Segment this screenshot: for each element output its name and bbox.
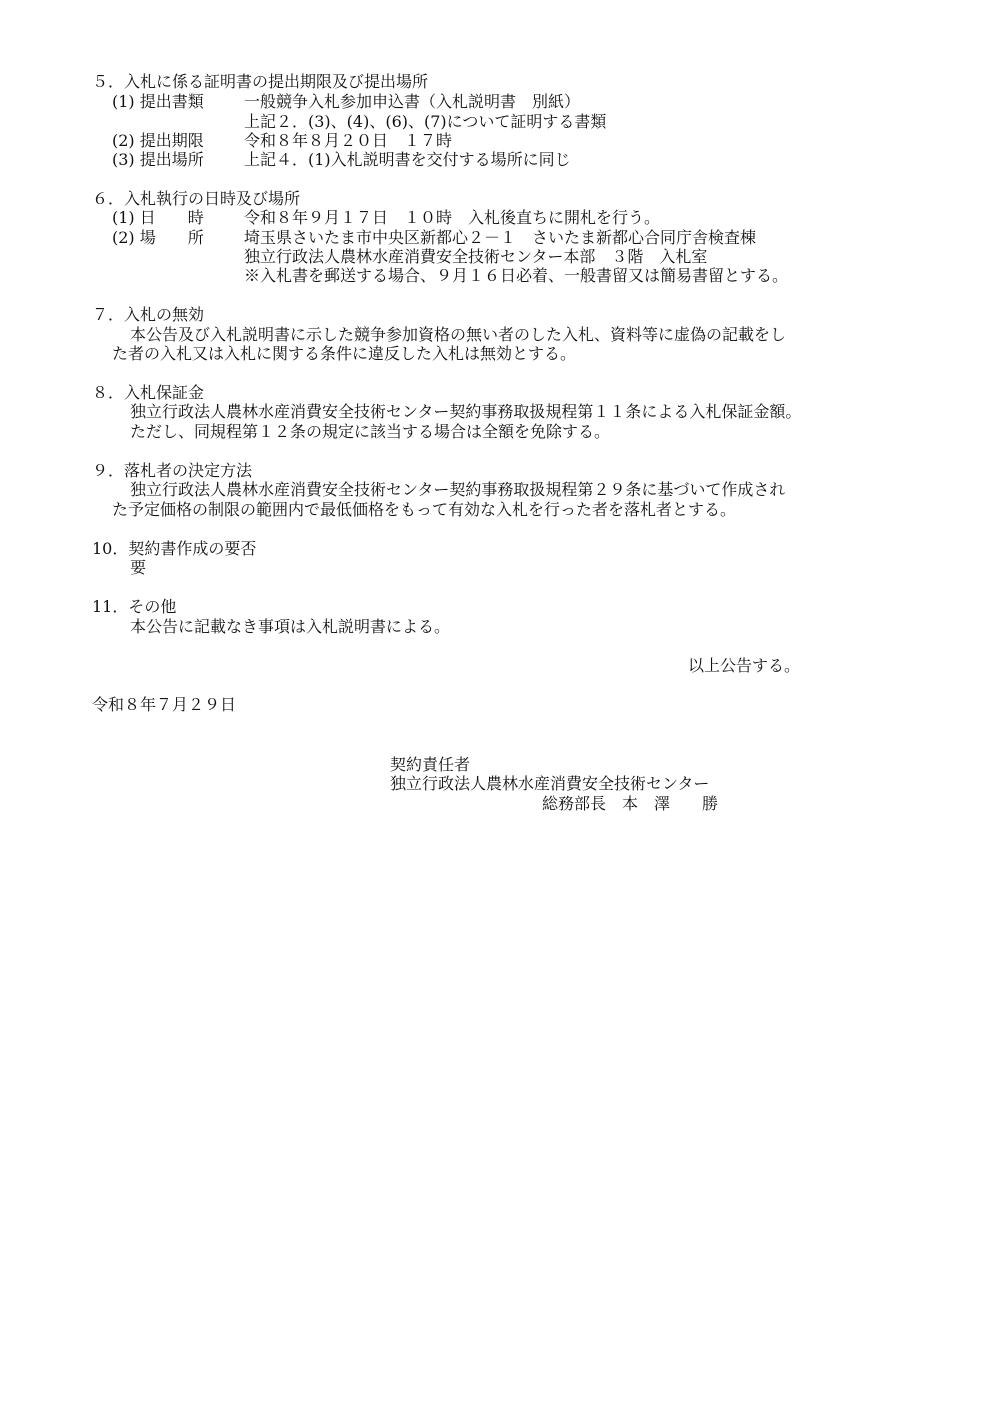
section-10-heading: 10．契約書作成の要否 (92, 539, 257, 558)
section-8-line-2: ただし、同規程第１２条の規定に該当する場合は全額を免除する。 (130, 422, 611, 441)
section-10-line-1: 要 (130, 558, 147, 577)
notice-date: 令和８年７月２９日 (92, 695, 237, 714)
signature-organization: 独立行政法人農林水産消費安全技術センター (390, 774, 710, 793)
section-5-item-2-label: (2) 提出期限 (112, 131, 204, 150)
section-6-heading: ６．入札執行の日時及び場所 (92, 189, 301, 208)
section-5-item-3-line-1: 上記４．(1)入札説明書を交付する場所に同じ (244, 150, 571, 169)
section-11-heading: 11．その他 (92, 597, 177, 616)
section-6-item-2-label: (2) 場 所 (112, 228, 204, 247)
section-11-line-1: 本公告に記載なき事項は入札説明書による。 (130, 617, 451, 636)
section-9-line-1: 独立行政法人農林水産消費安全技術センター契約事務取扱規程第２９条に基づいて作成され (130, 480, 786, 499)
section-8-line-1: 独立行政法人農林水産消費安全技術センター契約事務取扱規程第１１条による入札保証金額。 (130, 402, 802, 421)
section-7-heading: ７．入札の無効 (92, 305, 205, 324)
closing-statement: 以上公告する。 (688, 656, 801, 675)
section-6-item-2-line-3: ※入札書を郵送する場合、９月１６日必着、一般書留又は簡易書留とする。 (244, 266, 789, 285)
section-5-item-3-label: (3) 提出場所 (112, 150, 204, 169)
section-5-item-1-label: (1) 提出書類 (112, 92, 204, 111)
section-6-item-2-line-1: 埼玉県さいたま市中央区新都心２－１ さいたま新都心合同庁舎検査棟 (244, 228, 757, 247)
section-9-heading: ９．落札者の決定方法 (92, 461, 253, 480)
section-5-heading: ５．入札に係る証明書の提出期限及び提出場所 (92, 72, 429, 91)
signature-name: 総務部長 本 澤 勝 (542, 794, 719, 813)
section-8-heading: ８．入札保証金 (92, 383, 205, 402)
section-7-line-1: 本公告及び入札説明書に示した競争参加資格の無い者のした入札、資料等に虚偽の記載をし (130, 325, 787, 344)
section-6-item-1-line-1: 令和８年９月１７日 １０時 入札後直ちに開札を行う。 (244, 208, 661, 227)
section-6-item-2-line-2: 独立行政法人農林水産消費安全技術センター本部 ３階 入札室 (244, 247, 708, 266)
section-6-item-1-label: (1) 日 時 (112, 208, 204, 227)
section-5-item-1-line-2: 上記２．(3)、(4)、(6)、(7)について証明する書類 (244, 112, 607, 131)
section-5-item-1-line-1: 一般競争入札参加申込書（入札説明書 別紙） (244, 92, 581, 111)
section-5-item-2-line-1: 令和８年８月２０日 １７時 (244, 131, 453, 150)
section-9-line-2: た予定価格の制限の範囲内で最低価格をもって有効な入札を行った者を落札者とする。 (112, 500, 737, 519)
signature-role: 契約責任者 (390, 755, 471, 774)
section-7-line-2: た者の入札又は入札に関する条件に違反した入札は無効とする。 (112, 344, 577, 363)
